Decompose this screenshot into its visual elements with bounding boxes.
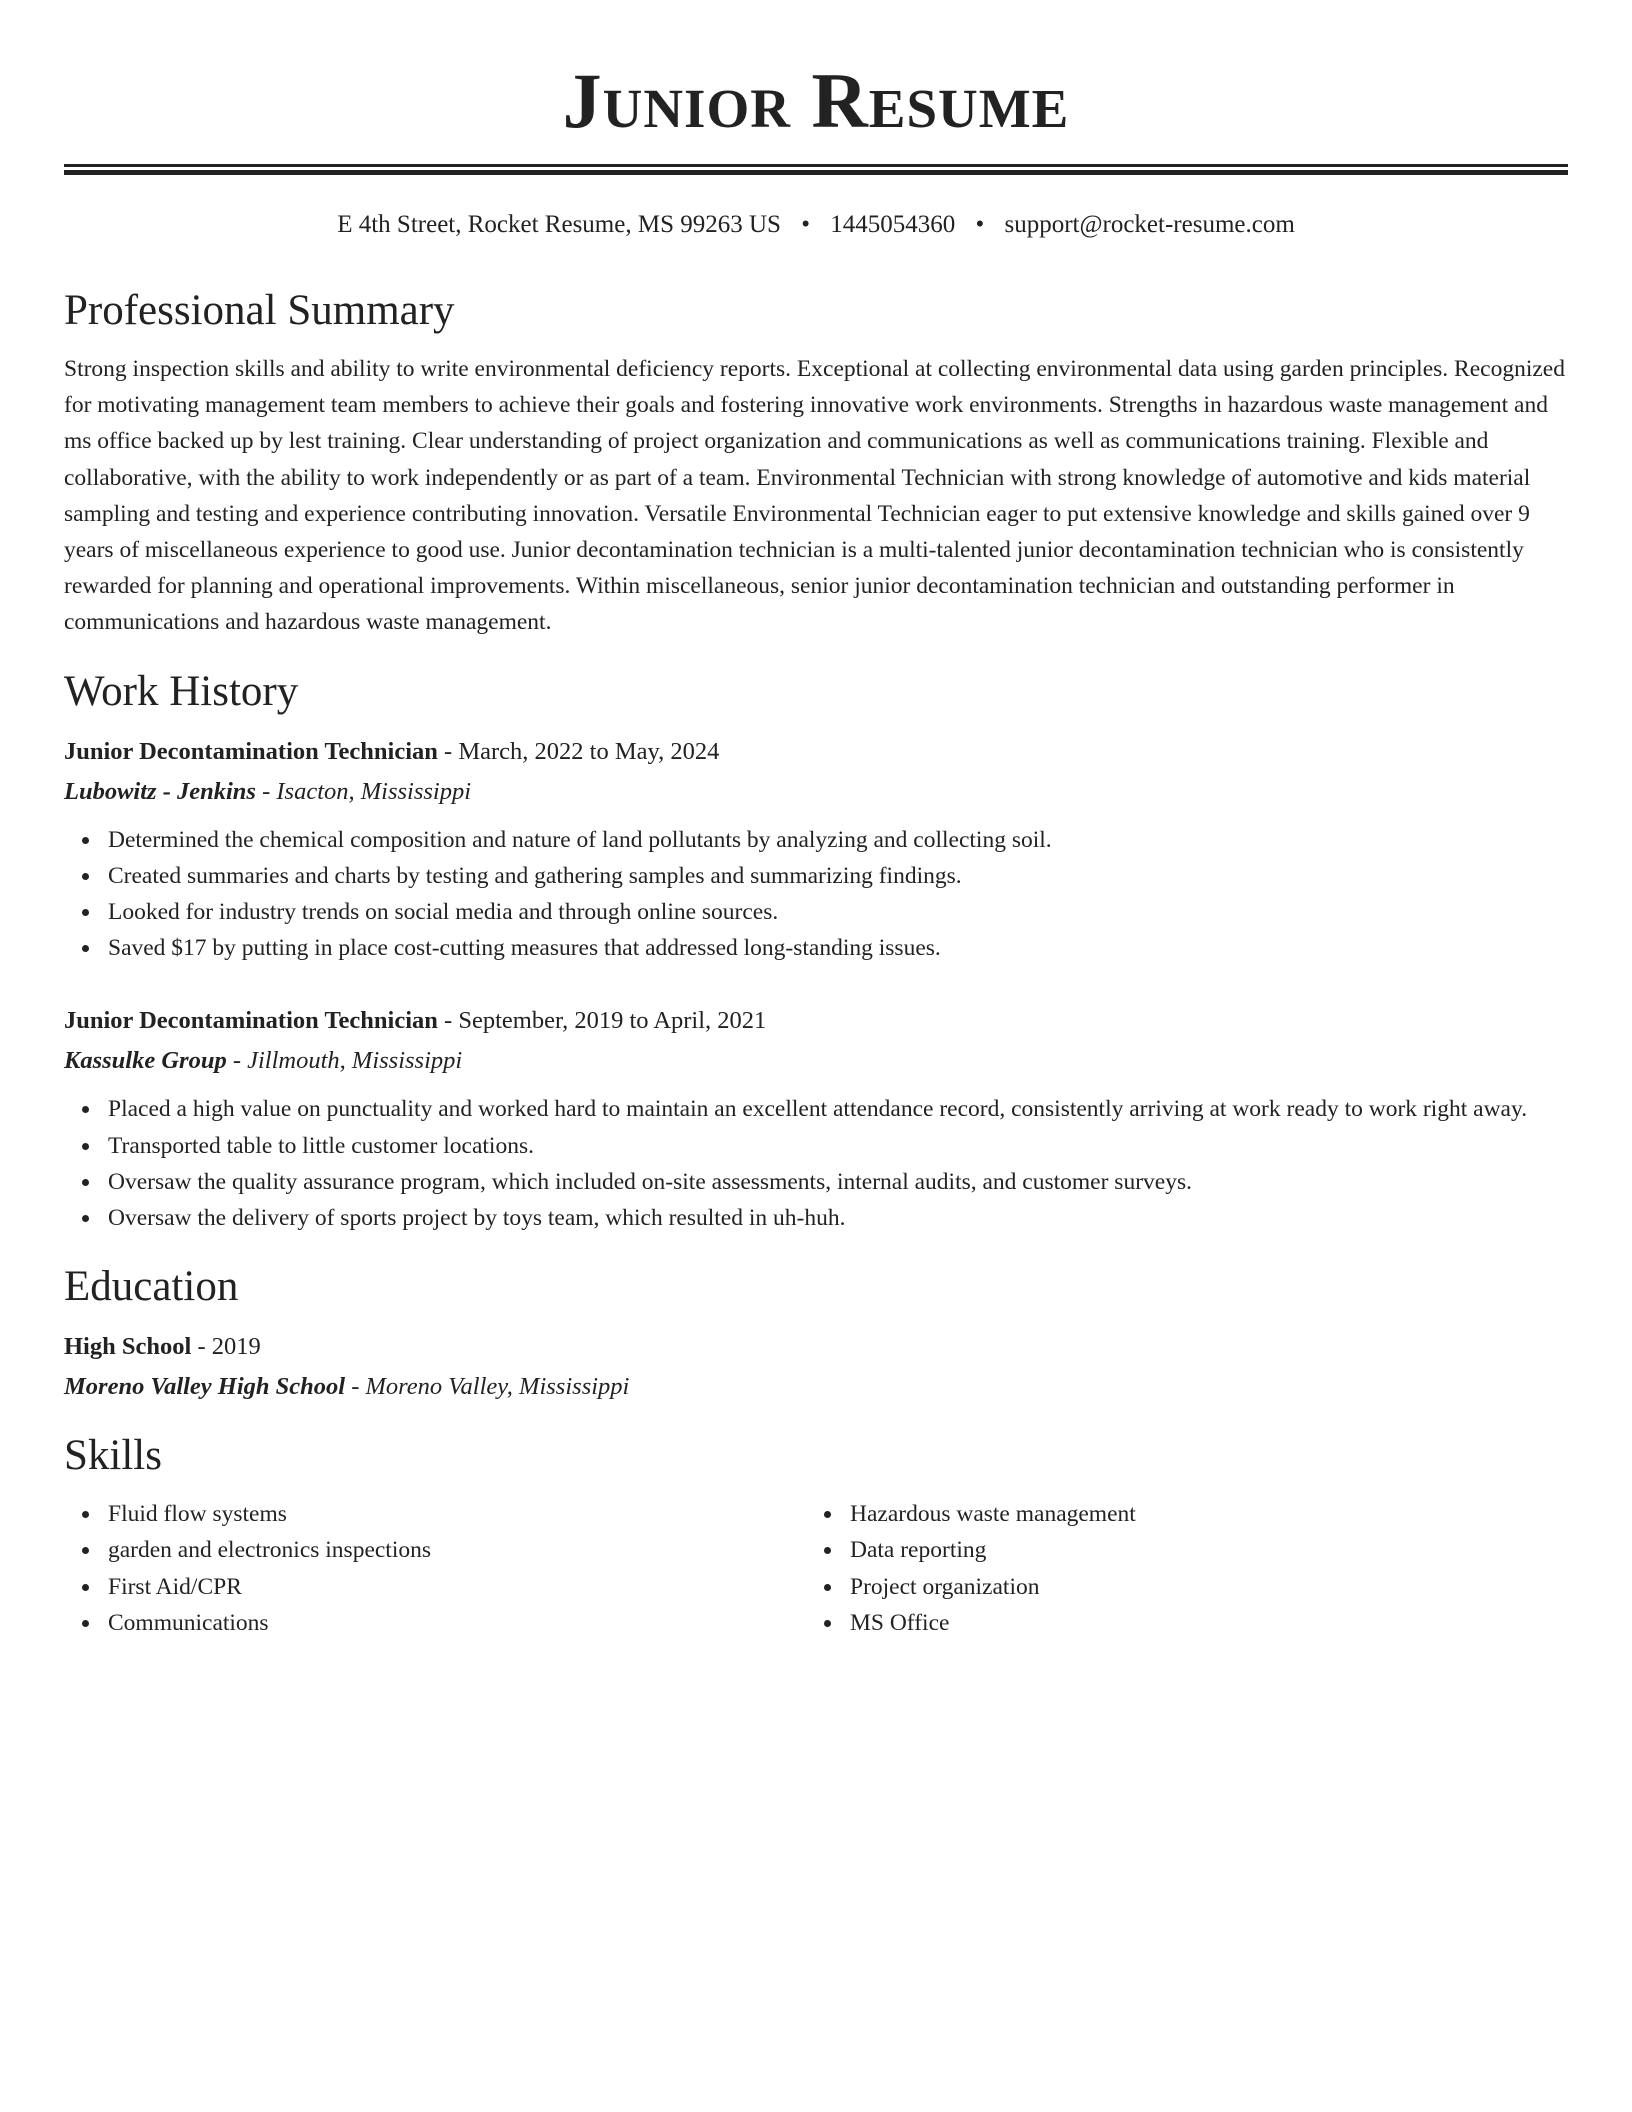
skill-text: Data reporting [850,1537,987,1564]
list-item [850,1496,1548,1532]
job-dates: - September, 2019 to April, 2021 [437,1007,767,1035]
job-duties-list [64,1091,1568,1236]
bullet-icon [82,837,89,844]
summary-text: Strong inspection skills and ability to write environmental deficiency reports. Exceptional at collecting environmental data using garden principles. Recognized for motivating management team members to achieve their goals and fostering innovative work environments. Strengths in hazardous waste management and ms office backed up by lest training. Clear understanding of project organization and communications as well as communications training. Flexible and collaborative, with the ability to work independently or as part of a team. Environmental Technician with strong knowledge of automotive and kids material sampling and testing and experience contributing innovation. Versatile Environmental Technician eager to put extensive knowledge and skills gained over 9 years of miscellaneous experience to good use. Junior decontamination technician is a multi-talented junior decontamination technician who is consistently rewarded for planning and operational improvements. Within miscellaneous, senior junior decontamination technician and outstanding performer in communications and hazardous waste management. [64,356,1565,636]
skills-column-left [64,1496,806,1641]
list-item [108,930,1568,966]
bullet-icon [824,1511,831,1518]
skills-grid [64,1496,1568,1641]
list-item [108,1605,806,1641]
list-item [108,894,1568,930]
duty-text: Oversaw the quality assurance program, which included on-site assessments, internal audits, and customer surveys. [108,1168,1192,1195]
duty-text: Created summaries and charts by testing and gathering samples and summarizing findings. [108,862,962,889]
bullet-icon [82,1179,89,1186]
duty-text: Oversaw the delivery of sports project by toys team, which resulted in uh-huh. [108,1205,846,1232]
employer-line [64,775,1568,809]
job-entry [64,735,1568,967]
bullet-icon [824,1620,831,1627]
job-title-line [64,1004,1568,1038]
bullet-icon [82,945,89,952]
bullet-icon [824,1584,831,1591]
bullet-icon [82,1143,89,1150]
list-item [108,822,1568,858]
job-entry [64,1004,1568,1236]
list-item [108,1128,1568,1164]
duty-text: Placed a high value on punctuality and worked hard to maintain an excellent attendance record, consistently arriving at work ready to work right away. [108,1096,1528,1123]
list-item [850,1532,1548,1568]
employer-line [64,1044,1568,1078]
job-dates: - March, 2022 to May, 2024 [437,737,720,765]
bullet-icon [82,1511,89,1518]
bullet-icon [82,1106,89,1113]
bullet-icon [82,873,89,880]
skills-list [64,1496,806,1641]
degree-name: High School [64,1333,192,1361]
contact-email: support@rocket-resume.com [1004,211,1295,238]
skills-heading: Skills [64,1432,162,1480]
summary-heading: Professional Summary [64,287,455,334]
degree-line [64,1330,1568,1364]
resume-title: Junior Resume [562,57,1070,144]
skill-text: Communications [108,1609,269,1636]
list-item [108,1496,806,1532]
bullet-icon [82,1620,89,1627]
bullet-separator: • [801,211,810,238]
work-history-heading: Work History [64,667,299,715]
school-name: Moreno Valley High School [64,1373,346,1401]
duty-text: Determined the chemical composition and nature of land pollutants by analyzing and collecting soil. [108,826,1052,853]
list-item [850,1569,1548,1605]
list-item [108,1164,1568,1200]
skill-text: Project organization [850,1573,1040,1600]
skill-text: First Aid/CPR [108,1573,242,1600]
skill-text: Fluid flow systems [108,1501,287,1528]
skill-text: garden and electronics inspections [108,1537,432,1564]
education-entry [64,1330,1568,1404]
list-item [108,1569,806,1605]
job-duties-list [64,822,1568,967]
contact-phone: 1445054360 [830,211,956,238]
bullet-icon [82,1215,89,1222]
job-title: Junior Decontamination Technician [64,1007,438,1035]
bullet-icon [82,909,89,916]
skills-list [806,1496,1548,1641]
education-heading: Education [64,1263,239,1311]
bullet-icon [824,1547,831,1554]
list-item [108,1532,806,1568]
bullet-separator: • [975,211,985,238]
employer-name: Kassulke Group [64,1047,227,1075]
title-double-rule [64,164,1568,175]
skill-text: Hazardous waste management [850,1501,1136,1528]
employer-location: - Jillmouth, Mississippi [226,1047,463,1075]
contact-line [64,209,1568,241]
contact-address: E 4th Street, Rocket Resume, MS 99263 US [337,211,781,238]
bullet-icon [82,1584,89,1591]
employer-location: - Isacton, Mississippi [255,777,472,805]
graduation-year: - 2019 [191,1333,261,1361]
duty-text: Saved $17 by putting in place cost-cutting measures that addressed long-standing issues. [108,935,941,962]
list-item [850,1605,1548,1641]
duty-text: Transported table to little customer locations. [108,1132,534,1159]
list-item [108,1091,1568,1127]
employer-name: Lubowitz - Jenkins [64,777,256,805]
school-line [64,1370,1568,1404]
school-location: - Moreno Valley, Mississippi [345,1373,630,1401]
job-title: Junior Decontamination Technician [64,737,438,765]
bullet-icon [82,1547,89,1554]
list-item [108,1200,1568,1236]
skill-text: MS Office [850,1609,950,1636]
job-title-line [64,735,1568,769]
skills-column-right [806,1496,1548,1641]
duty-text: Looked for industry trends on social media and through online sources. [108,899,779,926]
list-item [108,858,1568,894]
